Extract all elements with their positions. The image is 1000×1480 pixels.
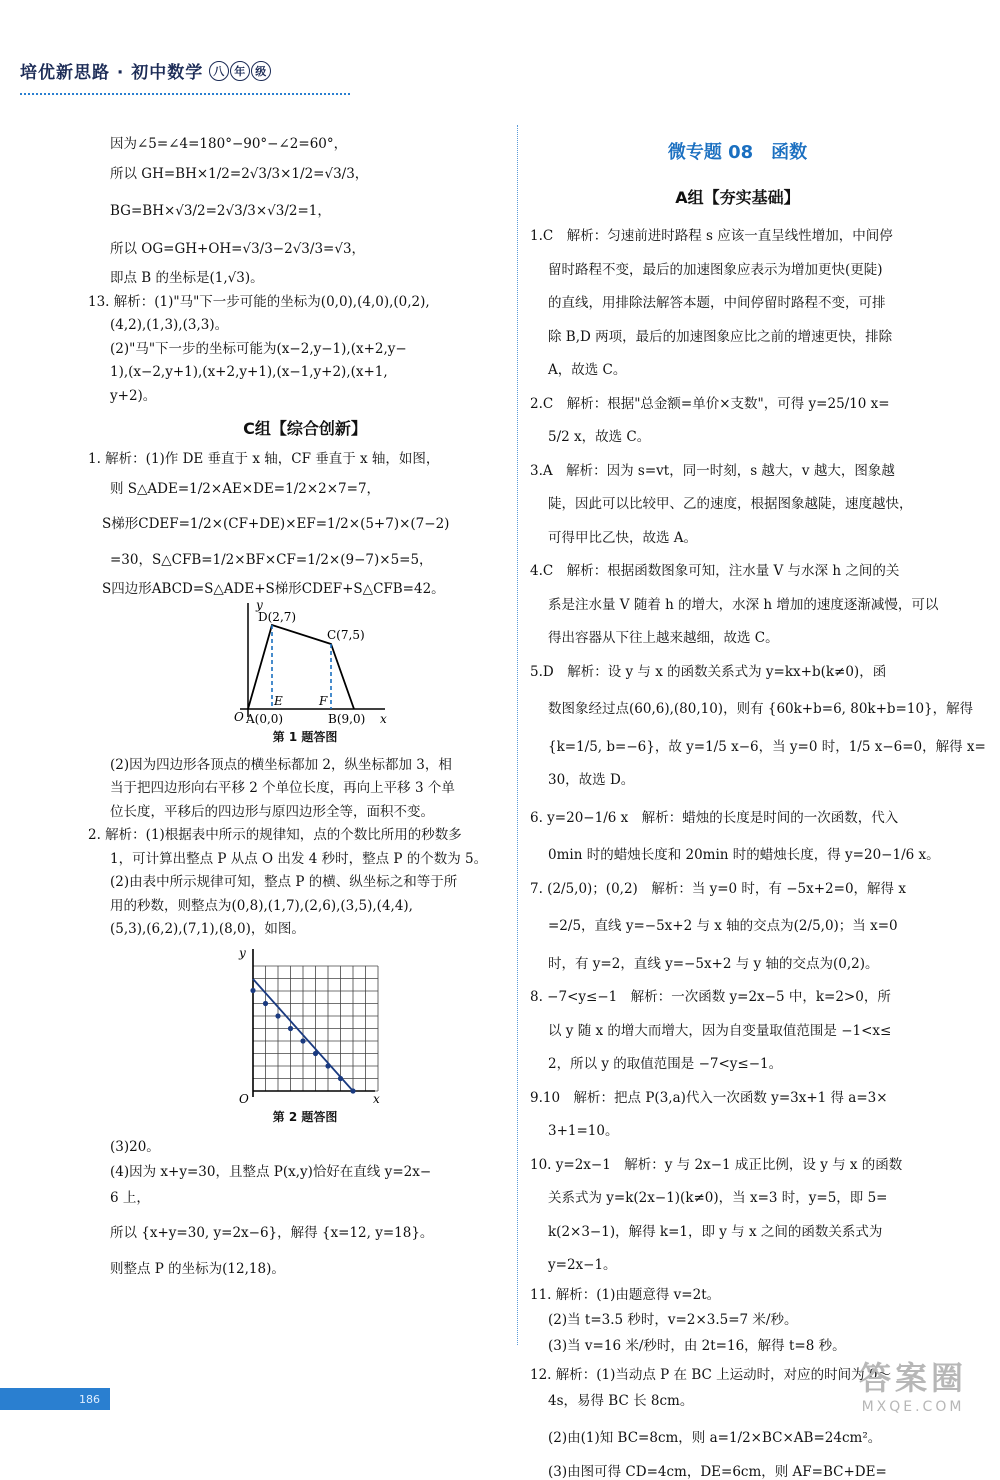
page-number-tab [0, 1388, 110, 1410]
fig2-y-label: y [239, 945, 246, 960]
text-line: (4)因为 x+y=30，且整点 P(x,y)恰好在直线 y=2x− [110, 1164, 432, 1180]
text-line: 11. 解析：(1)由题意得 v=2t。 [530, 1286, 721, 1303]
text-line: S四边形ABCD=S△ADE+S梯形CDEF+S△CFB=42。 [102, 581, 445, 597]
text-line: 所以 {x+y=30, y=2x−6}，解得 {x=12, y=18}。 [110, 1225, 434, 1241]
text-line: 4s，易得 BC 长 8cm。 [548, 1392, 694, 1409]
watermark-url: MXQE.COM [861, 1399, 965, 1415]
text-line: (2)由(1)知 BC=8cm，则 a=1/2×BC×AB=24cm²。 [548, 1430, 882, 1446]
left-column [88, 130, 500, 1277]
text-line: (2)"马"下一步的坐标可能为(x−2,y−1),(x+2,y− [110, 340, 407, 357]
text-line: (5,3),(6,2),(7,1),(8,0)，如图。 [110, 921, 305, 937]
text-line: 6 上， [110, 1189, 150, 1206]
right-column [530, 130, 986, 1480]
text-line: 时，有 y=2，直线 y=−5x+2 与 y 轴的交点为(0,2)。 [548, 955, 879, 972]
text-line: 13. 解析：(1)"马"下一步可能的坐标为(0,0),(4,0),(0,2), [88, 293, 430, 310]
text-line: 除 B,D 两项，最后的加速图象应比之前的增速更快，排除 [548, 328, 893, 345]
text-line: {k=1/5, b=−6}，故 y=1/5 x−6，当 y=0 时，1/5 x−6=0，解得 x= [548, 738, 986, 755]
text-line: 9.10 解析：把点 P(3,a)代入一次函数 y=3x+1 得 a=3× [530, 1089, 888, 1106]
text-line: 关系式为 y=k(2x−1)(k≠0)，当 x=3 时，y=5，即 5= [548, 1190, 888, 1206]
text-line: 7. (2/5,0)；(0,2) 解析：当 y=0 时，有 −5x+2=0，解得 x [530, 880, 906, 897]
integer-point [313, 1050, 318, 1055]
integer-point [263, 1000, 268, 1005]
integer-point [350, 1088, 355, 1093]
text-line: 1),(x−2,y+1),(x+2,y+1),(x−1,y+2),(x+1, [110, 364, 388, 380]
text-line: 因为∠5=∠4=180°−90°−∠2=60°， [110, 136, 348, 152]
integer-point [275, 1013, 280, 1018]
text-line: A，故选 C。 [548, 362, 627, 378]
text-line: (4,2),(1,3),(3,3)。 [110, 317, 229, 333]
text-line: 1，可计算出整点 P 从点 O 出发 4 秒时，整点 P 的个数为 5。 [110, 850, 488, 867]
text-line: 5.D 解析：设 y 与 x 的函数关系式为 y=kx+b(k≠0)，函 [530, 663, 887, 680]
fig1-x-label: x [380, 711, 387, 726]
watermark-logo [838, 1353, 988, 1415]
fig2-x-label: x [373, 1091, 380, 1106]
figure-2-grid [225, 945, 385, 1107]
text-line: 以 y 随 x 的增大而增大，因为自变量取值范围是 −1<x≤ [548, 1022, 892, 1039]
integer-point [288, 1025, 293, 1030]
text-line: y=2x−1。 [548, 1257, 617, 1273]
section-c-title: C组【综合创新】 [243, 419, 367, 438]
text-line: 10. y=2x−1 解析：y 与 2x−1 成正比例，设 y 与 x 的函数 [530, 1156, 903, 1173]
right-text-block [530, 228, 986, 1480]
text-line: 0min 时的蜡烛长度和 20min 时的蜡烛长度，得 y=20−1/6 x。 [548, 847, 940, 863]
grade-char: 八 [209, 61, 229, 81]
text-line: 3.A 解析：因为 s=vt，同一时刻，s 越大，v 越大，图象越 [530, 462, 895, 479]
text-line: 2.C 解析：根据"总金额=单价×支数"，可得 y=25/10 x= [530, 395, 890, 412]
point-a-label: A(0,0) [246, 711, 284, 726]
grid-lines [253, 966, 378, 1091]
fig1-origin-label: O [234, 709, 244, 724]
integer-point [250, 987, 255, 992]
text-line: (2)由表中所示规律可知，整点 P 的横、纵坐标之和等于所 [110, 874, 458, 890]
text-line: (3)由图可得 CD=4cm，DE=6cm，则 AF=BC+DE= [548, 1463, 887, 1480]
grade-char: 级 [251, 61, 271, 81]
text-line: 所以 OG=GH+OH=√3/3−2√3/3=√3， [110, 240, 366, 257]
page-header [20, 58, 350, 95]
text-line: 30，故选 D。 [548, 772, 635, 788]
point-b-label: B(9,0) [328, 711, 366, 726]
text-line: 的直线，用排除法解答本题，中间停留时路程不变，可排 [548, 295, 886, 311]
text-line: (3)20。 [110, 1138, 160, 1155]
point-f-label: F [319, 693, 328, 708]
text-line: 数图象经过点(60,6),(80,10)，则有 {60k+b=6, 80k+b=10}，解得 [548, 701, 974, 717]
text-line: 可得甲比乙快，故选 A。 [548, 529, 698, 546]
text-line: 系是注水量 V 随着 h 的增大，水深 h 增加的速度逐渐减慢，可以 [548, 596, 939, 613]
text-line: 1. 解析：(1)作 DE 垂直于 x 轴，CF 垂直于 x 轴，如图， [88, 451, 440, 467]
point-e-label: E [274, 693, 283, 708]
text-line: y+2)。 [110, 387, 157, 404]
text-line: 位长度，平移后的四边形与原四边形全等，面积不变。 [110, 803, 434, 820]
grade-badge [209, 61, 272, 81]
point-c-label: C(7,5) [327, 627, 365, 642]
text-line: 则整点 P 的坐标为(12,18)。 [110, 1260, 285, 1277]
book-title-text: 培优新思路 · 初中数学 [20, 63, 204, 83]
text-line: 1.C 解析：匀速前进时路程 s 应该一直呈线性增加，中间停 [530, 228, 893, 244]
page-number: 186 [79, 1392, 100, 1406]
grade-char: 年 [230, 61, 250, 81]
text-line: (3)当 v=16 米/秒时，由 2t=16，解得 t=8 秒。 [548, 1337, 846, 1354]
column-divider [517, 125, 518, 1345]
book-title [20, 58, 350, 83]
text-line: 即点 B 的坐标是(1,√3)。 [110, 270, 264, 286]
text-line: S梯形CDEF=1/2×(CF+DE)×EF=1/2×(5+7)×(7−2) [102, 516, 450, 532]
text-line: =30，S△CFB=1/2×BF×CF=1/2×(9−7)×5=5， [110, 551, 433, 568]
figure-2-caption: 第 2 题答图 [272, 1109, 338, 1124]
integer-point [338, 1075, 343, 1080]
text-line: 12. 解析：(1)当动点 P 在 BC 上运动时，对应的时间为 0～ [530, 1367, 892, 1383]
integer-point [325, 1063, 330, 1068]
text-line: 所以 GH=BH×1/2=2√3/3×1/2=√3/3， [110, 165, 369, 182]
text-line: 8. −7<y≤−1 解析：一次函数 y=2x−5 中，k=2>0，所 [530, 989, 891, 1005]
header-rule [20, 93, 350, 95]
text-line: 6. y=20−1/6 x 解析：蜡烛的长度是时间的一次函数，代入 [530, 809, 899, 826]
text-line: 2，所以 y 的取值范围是 −7<y≤−1。 [548, 1056, 783, 1072]
text-line: (2)当 t=3.5 秒时，v=2×3.5=7 米/秒。 [548, 1312, 798, 1328]
integer-point [300, 1038, 305, 1043]
text-line: k(2×3−1)，解得 k=1，即 y 与 x 之间的函数关系式为 [548, 1223, 883, 1240]
text-line: 陡，因此可以比较甲、乙的速度，根据图象越陡，速度越快， [548, 496, 913, 512]
text-line: 用的秒数，则整点为(0,8),(1,7),(2,6),(3,5),(4,4), [110, 897, 413, 914]
text-line: BG=BH×√3/2=2√3/3×√3/2=1， [110, 203, 331, 219]
fig1-y-label: y [256, 597, 263, 612]
text-line: 则 S△ADE=1/2×AE×DE=1/2×2×7=7， [110, 480, 381, 497]
text-line: 留时路程不变，最后的加速图象应表示为增加更快(更陡) [548, 261, 883, 278]
fig2-origin-label: O [239, 1091, 249, 1106]
watermark-title: 答案圈 [858, 1359, 967, 1397]
text-line: 得出容器从下往上越来越细，故选 C。 [548, 630, 779, 646]
text-line: (2)因为四边形各顶点的横坐标都加 2，纵坐标都加 3，相 [110, 756, 452, 773]
point-d-label: D(2,7) [258, 609, 297, 624]
text-line: 当于把四边形向右平移 2 个单位长度，再向上平移 3 个单 [110, 780, 455, 796]
text-line: 4.C 解析：根据函数图象可知，注水量 V 与水深 h 之间的关 [530, 563, 900, 579]
text-line: 5/2 x，故选 C。 [548, 429, 651, 445]
text-line: 3+1=10。 [548, 1123, 619, 1139]
text-line: 2. 解析：(1)根据表中所示的规律知，点的个数比所用的秒数多 [88, 827, 462, 843]
text-line: =2/5，直线 y=−5x+2 与 x 轴的交点为(2/5,0)；当 x=0 [548, 918, 898, 934]
figure-1-quadrilateral [220, 597, 390, 727]
group-a-title: A组【夯实基础】 [675, 188, 800, 207]
topic-title: 微专题 08 函数 [667, 142, 808, 163]
figure-1-caption: 第 1 题答图 [272, 729, 338, 744]
